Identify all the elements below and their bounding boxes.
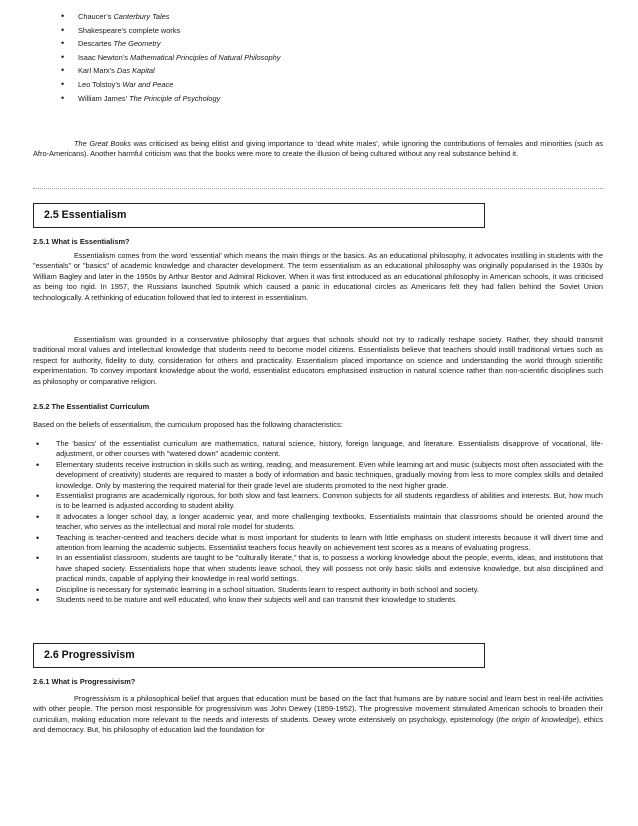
essentialism-paragraph-1: Essentialism comes from the word ‘essential’ which means the main things or the basics. As an educational philosophy, it advocates instilling in students with the "essentials" or "basics" of academic knowledge and character development. The term essentialism as an educational philosophy was originally popularised in the 1930s by William Bagley and later in the 1950s by Arthur Bestor and Admiral Rickover. When it was first introduced as an educational philosophy in American schools, it was criticised as being too rigid. In 1957, the Russians launched Sputnik which caused a panic in educational circles as Americans felt they had fallen behind the Soviet Union technologically. A rethinking of education followed that led to interest in essentialism.	[33, 251, 603, 302]
section-heading-progressivism: 2.6 Progressivism	[33, 643, 485, 668]
list-item: • Elementary students receive instruction in skills such as writing, reading, and measurement. Even while learning art and music (subjects most often associated with the development of creativity) students are required to master a body of information and basic techniques, gradually moving from less to more complex skills and detailed knowledge. Only by mastering the required material for their grade level are students promoted to the next higher grade.	[56, 460, 603, 491]
subheading-essentialist-curriculum: 2.5.2 The Essentialist Curriculum	[33, 402, 150, 411]
list-item: • Karl Marx’s Das Kapital	[0, 64, 638, 78]
list-item: • Chaucer’s Canterbury Tales	[0, 10, 638, 24]
section-heading-essentialism: 2.5 Essentialism	[33, 203, 485, 228]
curriculum-intro: Based on the beliefs of essentialism, the curriculum proposed has the following characteristics:	[33, 420, 343, 429]
curriculum-characteristics-list	[0, 439, 638, 606]
list-item: • Students need to be mature and well educated, who know their subjects well and can transmit their knowledge to students.	[56, 595, 603, 605]
list-item: • Essentialist programs are academically rigorous, for both slow and fast learners. Common subjects for all students regardless of abilities and interests. But, how much is to be learned is adjusted according to student ability.	[56, 491, 603, 512]
list-item: • Descartes The Geometry	[0, 37, 638, 51]
list-item: • In an essentialist classroom, students are taught to be "culturally literate," that is, to possess a working knowledge about the people, events, ideas, and institutions that have shaped society. Essentialists hope that when students leave school, they will possess not only basic skills and extensive knowledge, but also disciplined and practical minds, capable of applying their knowledge in real world settings.	[56, 553, 603, 584]
list-item: • Discipline is necessary for systematic learning in a school situation. Students learn to respect authority in both school and society.	[56, 585, 603, 595]
subheading-what-is-essentialism: 2.5.1 What is Essentialism?	[33, 237, 130, 246]
list-item: • Teaching is teacher-centred and teachers decide what is most important for students to learn with little emphasis on student interests because it will divert time and attention from learning the academic subjects. Essentialist teachers focus heavily on achievement test scores as a means of evaluating progress.	[56, 533, 603, 554]
list-item: • The ‘basics’ of the essentialist curriculum are mathematics, natural science, history, foreign language, and literature. Essentialists disapprove of vocational, life-adjustment, or other courses with "watered down" academic content.	[56, 439, 603, 460]
great-books-criticism-paragraph: The Great Books was criticised as being elitist and giving importance to ‘dead white males’, while ignoring the contributions of females and minorities (such as Afro-Americans). Another harmful criticism was that the books were more to create the illusion of being cultured without any real substance behind it.	[33, 139, 603, 159]
list-item: • William James’ The Principle of Psychology	[0, 92, 638, 106]
progressivism-paragraph-1: Progressivism is a philosophical belief that argues that education must be based on the fact that humans are by nature social and learn best in real-life activities with other people. The person most responsible for progressivism was John Dewey (1859-1952). The progressive movement stimulated American schools to broaden their curriculum, making education more relevant to the needs and interests of students. Dewey wrote extensively on psychology, epistemology (the origin of knowledge), ethics and democracy. But, his philosophy of education laid the foundation for	[33, 694, 604, 735]
list-item: • It advocates a longer school day, a longer academic year, and more challenging textbooks. Essentialists maintain that classrooms should be oriented around the teacher, who serves as the intellectual and moral role model for students.	[56, 512, 603, 533]
essentialism-paragraph-2: Essentialism was grounded in a conservative philosophy that argues that schools should not try to radically reshape society. Rather, they should transmit traditional moral values and intellectual knowledge that students need to become model citizens. Essentialists believe that teachers should instill traditional virtues such as respect for authority, fidelity to duty, consideration for others and practicality. Essentialism placed importance on science and understanding the world through scientific experimentation. To convey important knowledge about the world, essentialist educators emphasised instruction in natural science rather than non-scientific disciplines such as philosophy or comparative religion.	[33, 335, 603, 386]
divider	[33, 188, 603, 189]
list-item: • Shakespeare’s complete works	[0, 24, 638, 38]
great-books-list	[0, 10, 638, 105]
subheading-what-is-progressivism: 2.6.1 What is Progressivism?	[33, 677, 136, 686]
list-item: • Isaac Newton’s Mathematical Principles of Natural Philosophy	[0, 51, 638, 65]
list-item: • Leo Tolstoy’s War and Peace	[0, 78, 638, 92]
